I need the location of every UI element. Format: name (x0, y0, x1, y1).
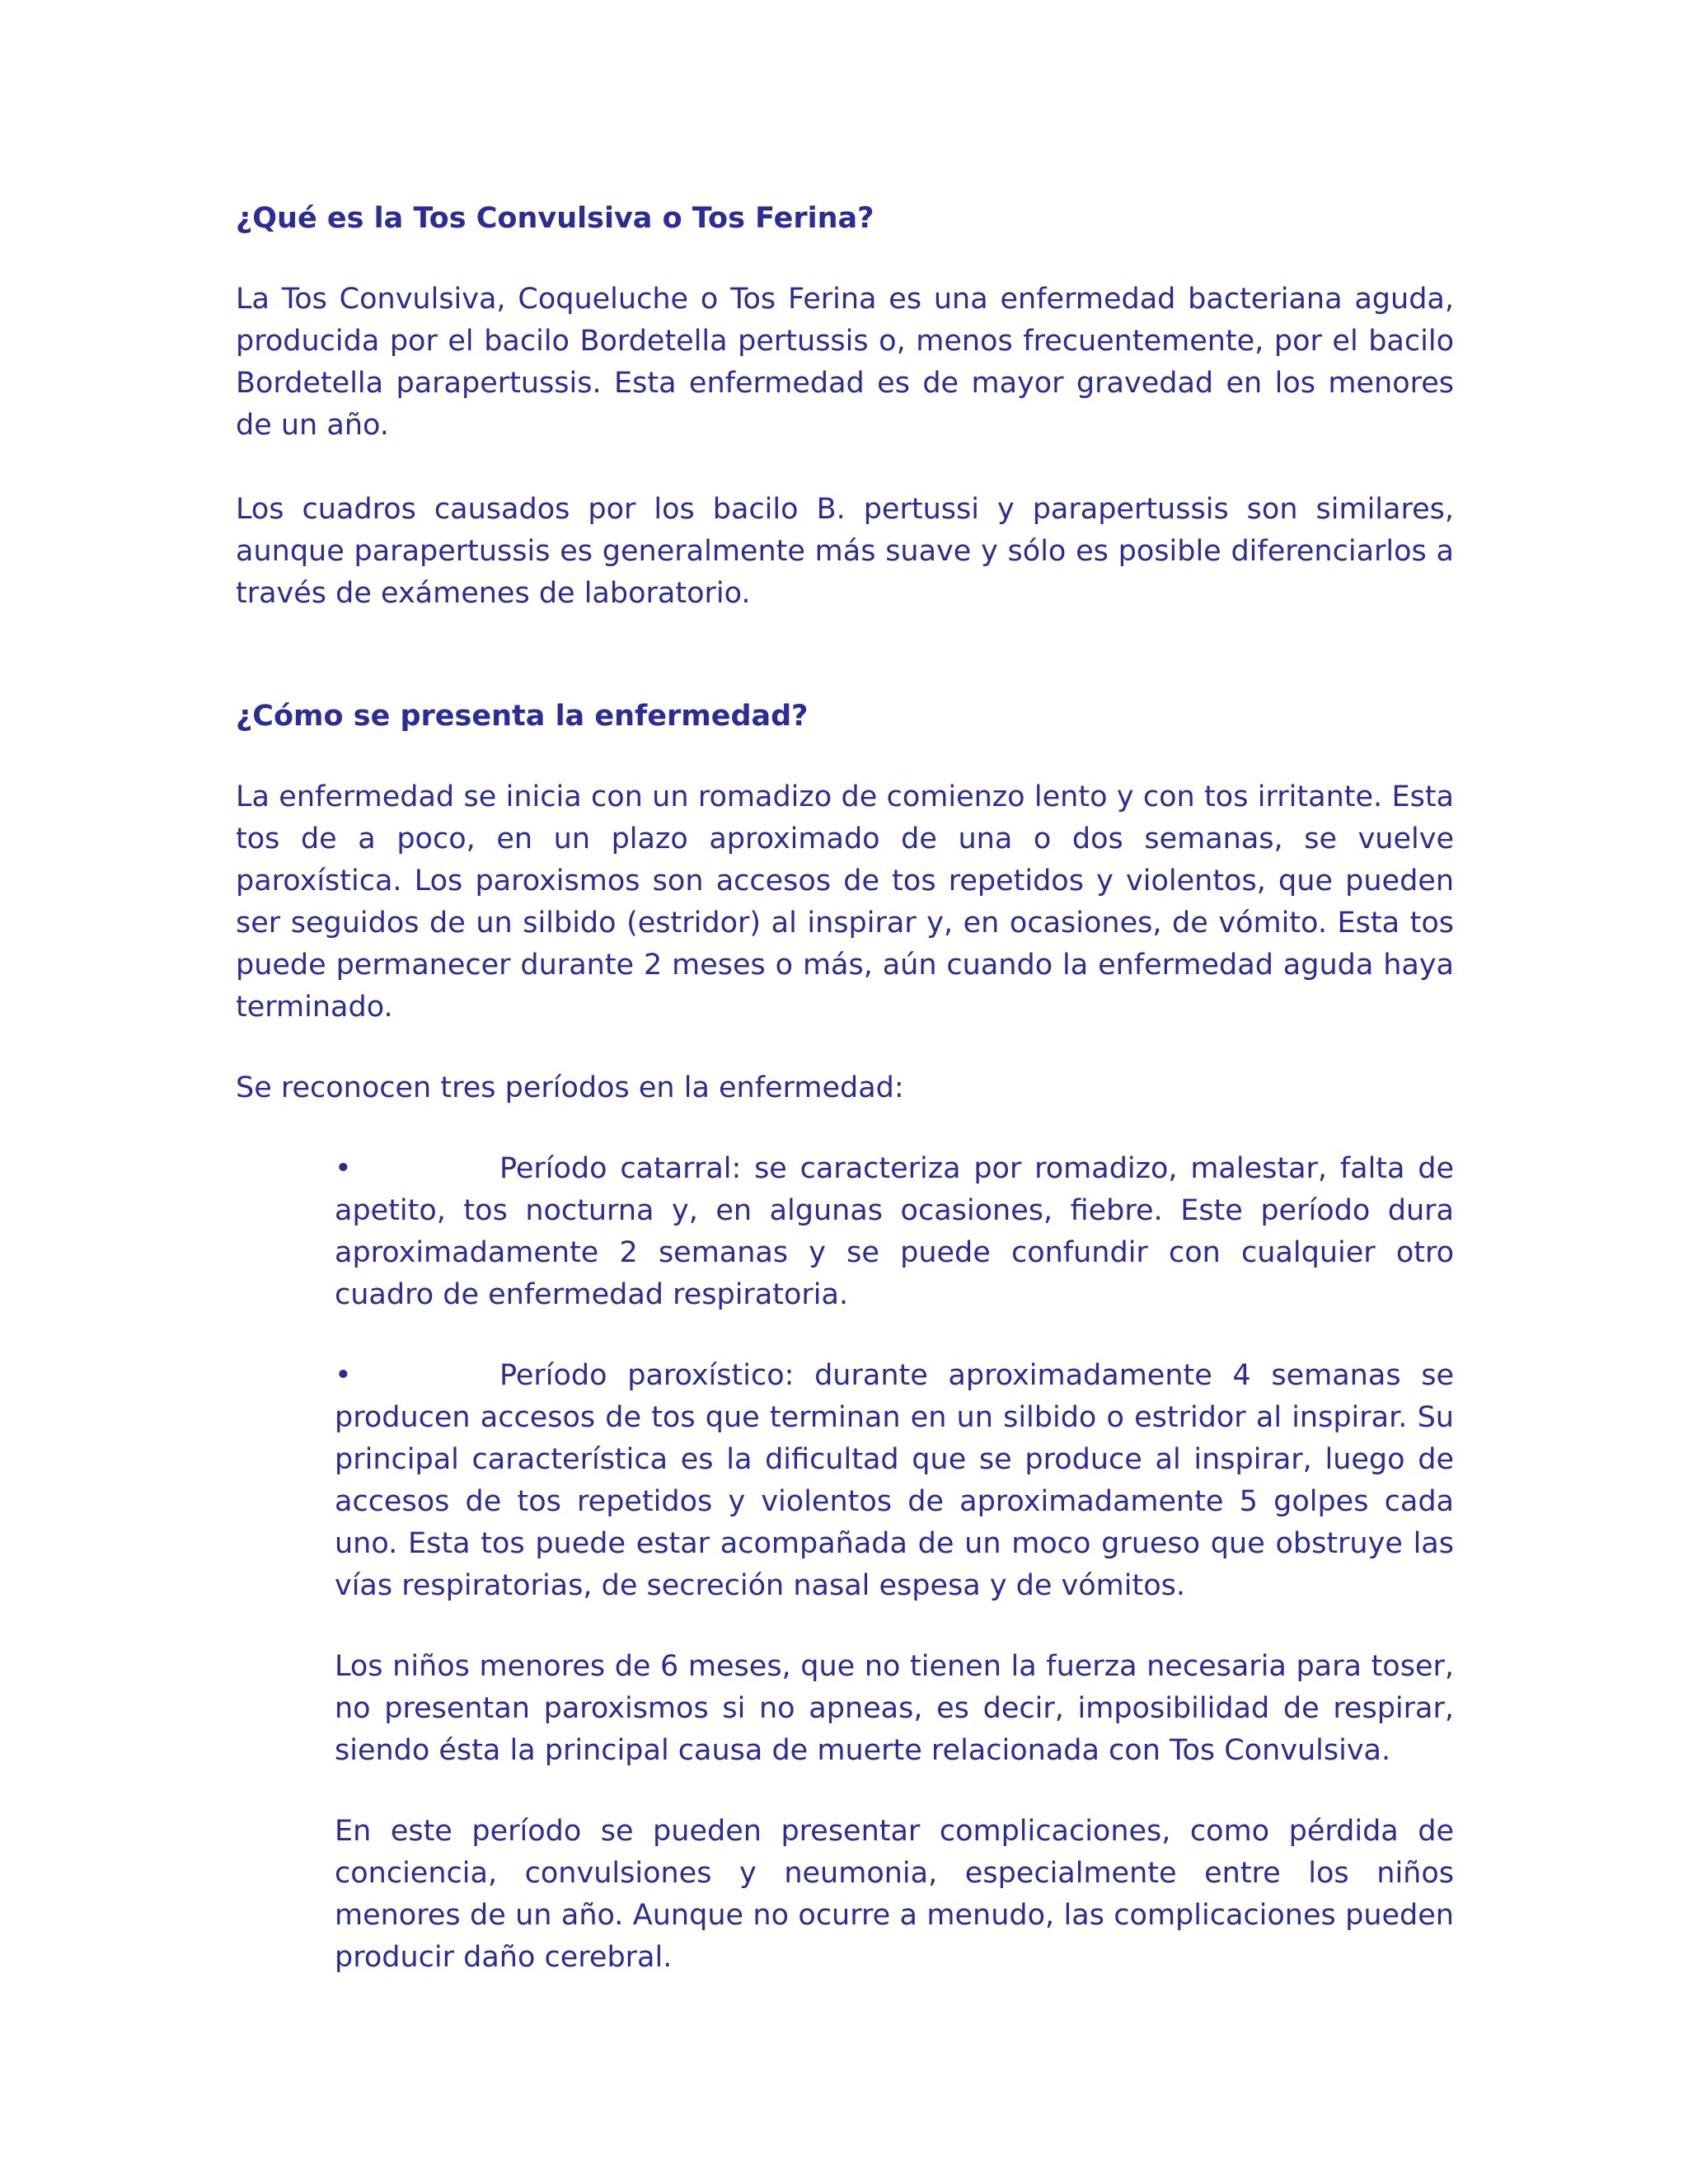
heading-what-is-pertussis: ¿Qué es la Tos Convulsiva o Tos Ferina? (236, 202, 874, 235)
paragraph-complications: En este período se pueden presentar complicaciones, como pérdida de conciencia, convulsiones y neumonia, especialmente entre los niños menores de un año. Aunque no ocurre a menudo, las complicaciones pueden producir daño cerebral. (335, 1815, 1454, 1974)
paragraph-three-periods: Se reconocen tres períodos en la enfermedad: (236, 1071, 904, 1104)
bullet-text-paroxysmal: Período paroxístico: durante aproximadamente 4 semanas se producen accesos de tos que terminan en un silbido o estridor al inspirar. Su principal característica es la dificultad que se produce al inspirar, luego de accesos de tos repetidos y violentos de aproximadamente 5 golpes cada uno. Esta tos puede estar acompañada de un moco grueso que obstruye las vías respiratorias, de secreción nasal espesa y de vómitos. (335, 1359, 1454, 1602)
bullet-text-catarrhal: Período catarral: se caracteriza por romadizo, malestar, falta de apetito, tos nocturna y, en algunas ocasiones, fiebre. Este período dura aproximadamente 2 semanas y se puede confundir con cualquier otro cuadro de enfermedad respiratoria. (335, 1152, 1454, 1311)
bullet-icon: • (335, 1359, 352, 1392)
bullet-item-paroxysmal (335, 1355, 1454, 1607)
paragraph-causes-comparison: Los cuadros causados por los bacilo B. pertussi y parapertussis son similares, aunque parapertussis es generalmente más suave y sólo es posible diferenciarlos a través de exámenes de laboratorio. (236, 493, 1454, 610)
paragraph-infants: Los niños menores de 6 meses, que no tienen la fuerza necesaria para toser, no presentan paroxismos si no apneas, es decir, imposibilidad de respirar, siendo ésta la principal causa de muerte relacionada con Tos Convulsiva. (335, 1650, 1454, 1767)
paragraph-onset: La enfermedad se inicia con un romadizo de comienzo lento y con tos irritante. Esta tos de a poco, en un plazo aproximado de una o dos semanas, se vuelve paroxística. Los paroxismos son accesos de tos repetidos y violentos, que pueden ser seguidos de un silbido (estridor) al inspirar y, en ocasiones, de vómito. Esta tos puede permanecer durante 2 meses o más, aún cuando la enfermedad aguda haya terminado. (236, 780, 1454, 1024)
bullet-item-catarrhal (335, 1148, 1454, 1316)
document-page (236, 198, 1454, 1979)
paragraph-definition: La Tos Convulsiva, Coqueluche o Tos Ferina es una enfermedad bacteriana aguda, producida por el bacilo Bordetella pertussis o, menos frecuentemente, por el bacilo Bordetella parapertussis. Esta enfermedad es de mayor gravedad en los menores de un año. (236, 283, 1454, 442)
heading-how-it-presents: ¿Cómo se presenta la enfermedad? (236, 700, 809, 733)
bullet-icon: • (335, 1152, 352, 1185)
